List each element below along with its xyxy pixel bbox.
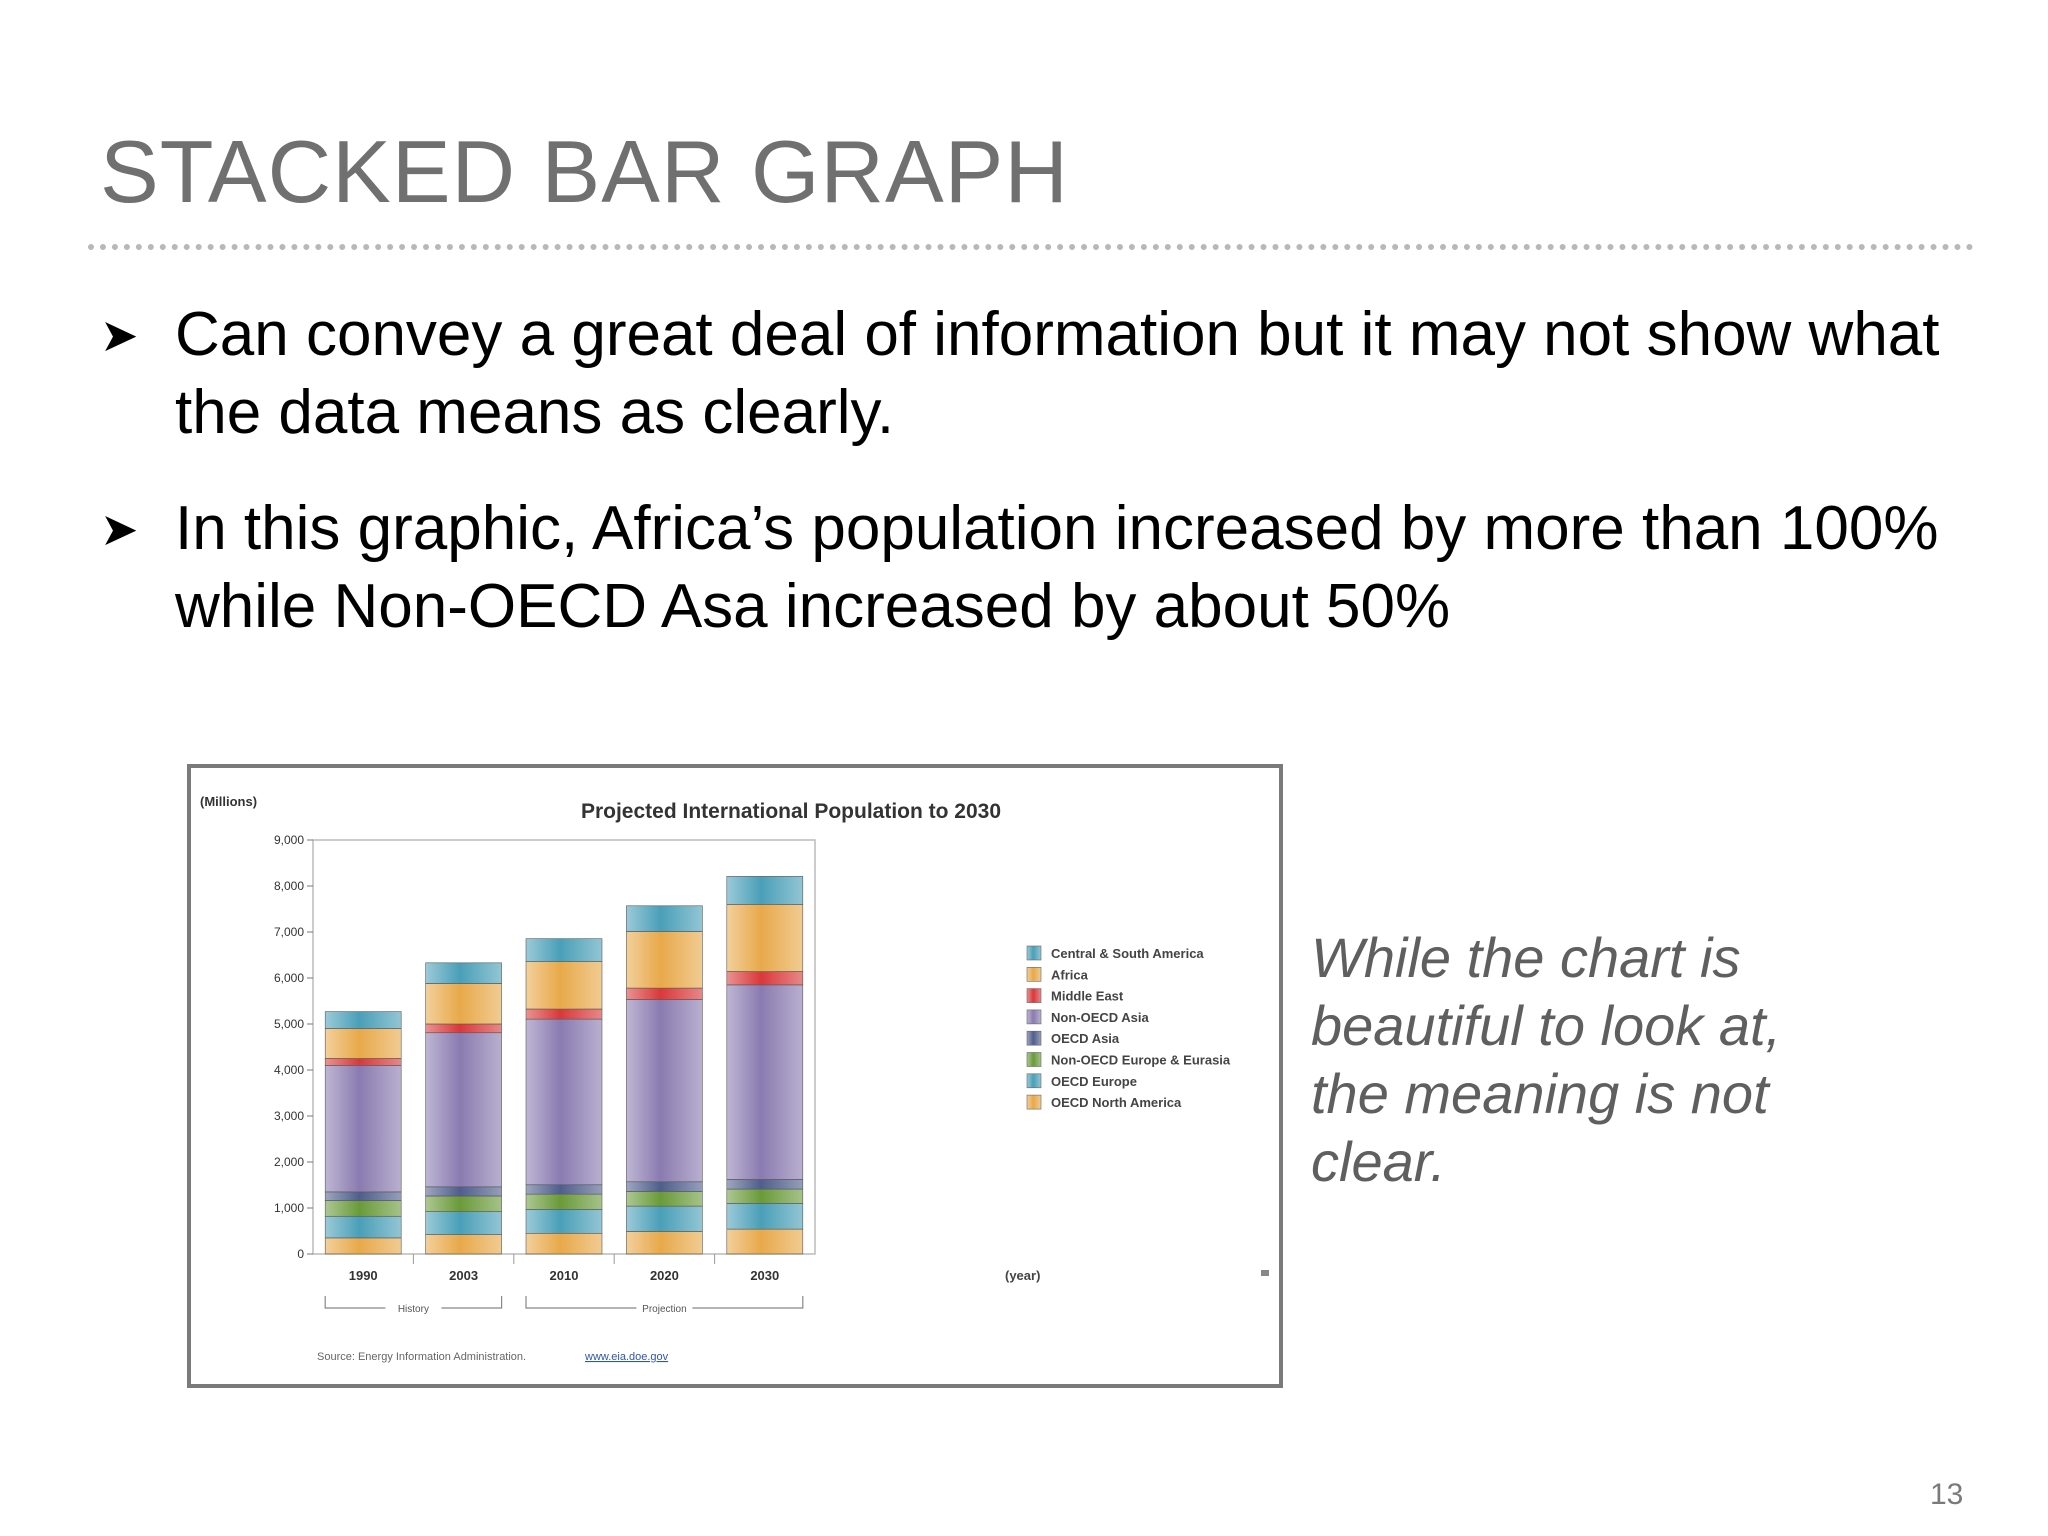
bar-segment — [426, 1033, 502, 1187]
y-tick-label: 8,000 — [273, 879, 304, 893]
x-tick-label: 2030 — [750, 1268, 780, 1283]
bar-segment — [727, 876, 803, 904]
legend-swatch — [1027, 1031, 1041, 1045]
legend-label: Non-OECD Europe & Eurasia — [1051, 1052, 1231, 1068]
chart-source-text: Source: Energy Information Administration. — [317, 1351, 527, 1363]
bar-segment — [426, 963, 502, 984]
bar-segment — [426, 1212, 502, 1235]
legend-swatch — [1027, 1095, 1041, 1109]
bar-segment — [626, 932, 702, 989]
bar-segment — [426, 984, 502, 1024]
bullet-list — [100, 296, 1980, 684]
chart-frame — [187, 764, 1283, 1388]
bar-segment — [727, 985, 803, 1180]
group-label: History — [397, 1304, 429, 1315]
legend-label: OECD North America — [1051, 1095, 1182, 1111]
bar-segment — [727, 904, 803, 971]
x-tick-label: 2003 — [449, 1268, 479, 1283]
bar-segment — [325, 1012, 401, 1029]
bullet-text: Can convey a great deal of information but it may not show what the data means as clearly. — [175, 300, 1940, 447]
arrow-bullet-icon: ➤ — [100, 309, 139, 361]
legend-swatch — [1027, 967, 1041, 981]
legend-label: Middle East — [1051, 988, 1124, 1004]
bar-segment — [426, 1196, 502, 1212]
x-tick-label: 2010 — [549, 1268, 579, 1283]
bar-segment — [727, 1179, 803, 1189]
bar-segment — [526, 1185, 602, 1194]
bar-segment — [626, 1182, 702, 1192]
side-note: While the chart is beautiful to look at, the meaning is not clear. — [1311, 926, 1782, 1193]
y-tick-label: 1,000 — [273, 1201, 304, 1215]
y-tick-label: 2,000 — [273, 1155, 304, 1169]
chart-y-unit-label: (Millions) — [200, 794, 258, 809]
bar-segment — [526, 1009, 602, 1019]
bar-segment — [626, 1206, 702, 1231]
bar-segment — [526, 1233, 602, 1254]
chart-x-unit-label: (year) — [1005, 1268, 1041, 1283]
bar-segment — [526, 939, 602, 962]
small-marker-icon — [1261, 1270, 1269, 1276]
chart-source-link[interactable]: www.eia.doe.gov — [585, 1351, 669, 1363]
legend-label: OECD Europe — [1051, 1073, 1137, 1089]
bullet-item — [100, 296, 1980, 452]
bar-segment — [426, 1187, 502, 1196]
legend-label: Non-OECD Asia — [1051, 1009, 1149, 1025]
stacked-bar-chart — [191, 768, 1279, 1384]
bar-segment — [727, 1229, 803, 1254]
arrow-bullet-icon: ➤ — [100, 503, 139, 555]
bar-segment — [325, 1238, 401, 1254]
y-tick-label: 5,000 — [273, 1017, 304, 1031]
y-tick-label: 0 — [297, 1247, 304, 1261]
legend-swatch — [1027, 1010, 1041, 1024]
bar-segment — [325, 1059, 401, 1066]
y-tick-label: 3,000 — [273, 1109, 304, 1123]
y-tick-label: 4,000 — [273, 1063, 304, 1077]
bullet-item — [100, 490, 1980, 646]
bar-segment — [727, 1203, 803, 1229]
bar-segment — [526, 962, 602, 1009]
bar-segment — [426, 1235, 502, 1254]
legend-swatch — [1027, 946, 1041, 960]
x-tick-label: 2020 — [649, 1268, 679, 1283]
legend-swatch — [1027, 1053, 1041, 1067]
slide-title: STACKED BAR GRAPH — [100, 122, 1069, 221]
bar-segment — [526, 1019, 602, 1185]
bar-segment — [325, 1201, 401, 1217]
bar-segment — [526, 1209, 602, 1233]
page-number: 13 — [1930, 1478, 1964, 1511]
chart-title: Projected International Population to 2030 — [580, 800, 1002, 823]
legend-swatch — [1027, 989, 1041, 1003]
bar-segment — [626, 906, 702, 932]
legend-label: Central & South America — [1051, 946, 1204, 961]
bar-segment — [325, 1192, 401, 1201]
legend-swatch — [1027, 1074, 1041, 1088]
y-tick-label: 9,000 — [273, 833, 304, 847]
bar-segment — [626, 1000, 702, 1182]
bar-segment — [626, 1231, 702, 1254]
group-label: Projection — [642, 1304, 687, 1315]
bar-segment — [727, 972, 803, 985]
legend-label: OECD Asia — [1051, 1031, 1120, 1047]
y-tick-label: 7,000 — [273, 925, 304, 939]
bar-segment — [526, 1194, 602, 1209]
x-tick-label: 1990 — [348, 1268, 378, 1283]
legend-label: Africa — [1051, 967, 1088, 983]
bar-segment — [626, 988, 702, 1000]
bar-segment — [325, 1216, 401, 1238]
bullet-text: In this graphic, Africa’s population increased by more than 100% while Non-OECD Asa increased by about 50% — [175, 494, 1939, 641]
bar-segment — [426, 1024, 502, 1033]
y-tick-label: 6,000 — [273, 971, 304, 985]
title-divider — [88, 244, 1974, 250]
bar-segment — [325, 1029, 401, 1059]
bar-segment — [626, 1191, 702, 1206]
bar-segment — [325, 1065, 401, 1192]
bar-segment — [727, 1189, 803, 1203]
